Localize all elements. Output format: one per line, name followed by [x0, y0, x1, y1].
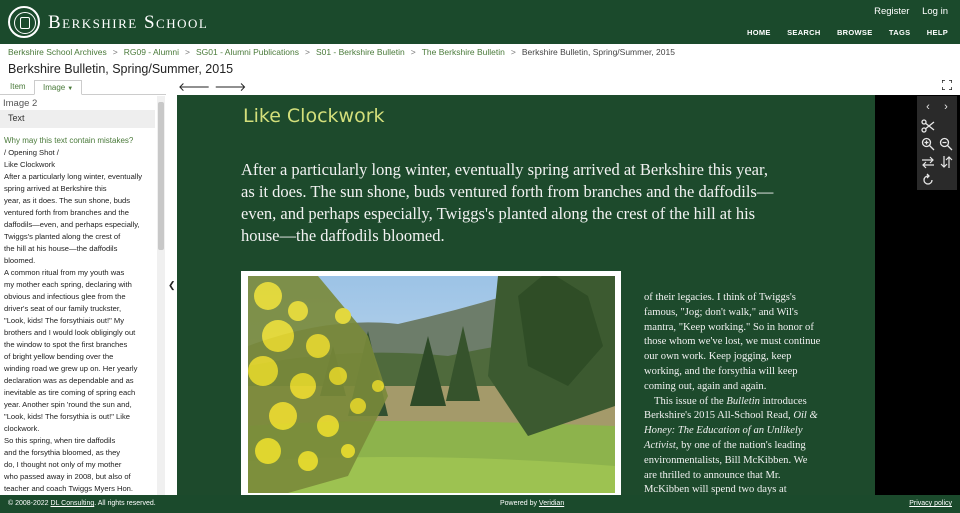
dl-consulting-link[interactable]: DL Consulting — [50, 500, 95, 507]
viewer-toolbar — [917, 96, 957, 190]
text-panel-scrollbar[interactable] — [157, 96, 165, 495]
nav-help[interactable]: HELP — [926, 28, 948, 37]
nav-search[interactable]: SEARCH — [787, 28, 821, 37]
school-seal-logo[interactable] — [8, 6, 40, 38]
copyright-prefix: © 2008-2022 — [8, 500, 51, 507]
rotate-icon[interactable] — [921, 173, 935, 187]
book-title: Oil & Honey: The Education of an Unlikely Activist — [644, 410, 818, 451]
arrow-right-icon[interactable]: 🡒 — [214, 80, 247, 94]
flip-vertical-icon[interactable] — [939, 155, 953, 169]
breadcrumb-separator: > — [510, 47, 516, 57]
text-panel — [0, 96, 166, 495]
breadcrumb-link[interactable]: SG01 - Alumni Publications — [195, 47, 299, 57]
collapse-panel-icon[interactable]: ❮ — [168, 280, 176, 290]
tab-image[interactable] — [34, 80, 82, 95]
column-paragraph-1: of their legacies. I think of Twiggs's famous, "Jog; don't walk," and Wil's mantra, "Keep working." So in honor of those whom we've lost, we must continue our own work. Keep jogging, keep working, and the forsythia will keep coming out, again and again. — [644, 292, 821, 392]
breadcrumb-link[interactable]: Berkshire School Archives — [8, 47, 107, 57]
copyright — [8, 500, 156, 507]
ocr-text: / Opening Shot / Like Clockwork After a particularly long winter, eventually spring arrived at Berkshire this year, as it does. The sun shone, buds ventured forth from branches and the daffodils—even, and perhaps especially, Twiggs's planted along the crest of the hill at his house—the daffodils bloomed. A common ritual from my youth was my mother each spring, declaring with obvious and infectious glee from the driver's seat of our family truckster, "Look, kids! The forsythiais out!" My brothers and I would look obligingly out the window to spot the first branches of bright yellow bending over the winding road we grew up on. Her yearly declaration was as dependable and as inevitable as tire coming of spring each year. Another spin 'round the sun and, "Look, kids! The forsythia is out!" Like clockwork. So this spring, when tire daffodils and the forsythia bloomed, as they do, I thought not only of my mother who passed away in 2008, but also of teacher and coach Twiggs Myers Hon. — [4, 148, 143, 493]
page-title: Berkshire Bulletin, Spring/Summer, 2015 — [8, 62, 234, 76]
breadcrumb-current: Berkshire Bulletin, Spring/Summer, 2015 — [521, 47, 675, 57]
breadcrumb-link[interactable]: The Berkshire Bulletin — [421, 47, 505, 57]
tab-item-label: Item — [10, 82, 26, 91]
copyright-suffix: . All rights reserved. — [94, 500, 156, 507]
tab-item[interactable] — [2, 80, 34, 95]
bulletin-title: Bulletin — [726, 395, 760, 407]
page-image-viewer[interactable] — [177, 95, 960, 495]
column-paragraph-2-part-a: This issue of the — [654, 395, 727, 407]
breadcrumb-separator: > — [185, 47, 190, 57]
caret-down-icon: ▼ — [67, 86, 74, 92]
article-column — [644, 291, 822, 495]
register-link[interactable]: Register — [874, 6, 910, 17]
nav-home[interactable]: HOME — [747, 28, 771, 37]
article-lead: After a particularly long winter, eventually spring arrived at Berkshire this year, as it does. The sun shone, buds ventured forth from branches and the daffodils—even, and perhaps especially, Twiggs's planted along the crest of the hill at his house—the daffodils bloomed. — [241, 160, 774, 245]
panel-tabs — [0, 78, 166, 95]
login-link[interactable]: Log in — [922, 6, 948, 17]
fullscreen-icon[interactable] — [942, 80, 952, 90]
arrow-left-icon[interactable]: 🡐 — [178, 80, 211, 94]
previous-image-icon[interactable]: ‹ — [926, 101, 930, 113]
page-navigation — [178, 79, 250, 94]
forsythia-photo — [248, 276, 615, 493]
breadcrumb-separator: > — [112, 47, 118, 57]
breadcrumb-link[interactable]: RG09 - Alumni — [123, 47, 179, 57]
zoom-in-icon[interactable] — [921, 137, 935, 151]
site-logo-text[interactable]: Berkshire School — [48, 12, 209, 33]
photo-frame — [241, 271, 621, 495]
flip-horizontal-icon[interactable] — [921, 155, 935, 169]
breadcrumb — [8, 47, 675, 57]
image-number-label: Image 2 — [3, 98, 38, 109]
breadcrumb-link[interactable]: S01 - Berkshire Bulletin — [315, 47, 405, 57]
next-image-icon[interactable]: › — [944, 101, 948, 113]
site-header — [0, 0, 960, 44]
veridian-link[interactable]: Veridian — [538, 500, 565, 507]
column-paragraph-2-part-c: , by one of the nation's leading environmentalists, Bill McKibben. We are thrilled to announce that Mr. McKibben will spend two days at — [644, 439, 808, 495]
breadcrumb-separator: > — [304, 47, 310, 57]
scissors-clip-icon[interactable] — [921, 119, 935, 133]
privacy-policy-link[interactable]: Privacy policy — [909, 500, 952, 507]
account-links — [864, 6, 948, 17]
breadcrumb-separator: > — [410, 47, 416, 57]
powered-by-prefix: Powered by — [500, 500, 539, 507]
zoom-out-icon[interactable] — [939, 137, 953, 151]
page-scan — [177, 95, 875, 495]
scrollbar-thumb[interactable] — [158, 102, 164, 250]
powered-by — [500, 500, 564, 507]
tab-image-label: Image — [43, 83, 66, 92]
site-footer — [0, 495, 960, 513]
text-toggle-button[interactable]: Text — [0, 110, 155, 128]
column-paragraph-2-part-b: introduces Berkshire's 2015 All-School Read, — [644, 395, 807, 422]
nav-tags[interactable]: TAGS — [888, 28, 911, 37]
main-nav — [733, 28, 948, 37]
nav-browse[interactable]: BROWSE — [836, 28, 873, 37]
article-title: Like Clockwork — [243, 105, 385, 127]
ocr-mistakes-link[interactable]: Why may this text contain mistakes? — [4, 136, 134, 145]
